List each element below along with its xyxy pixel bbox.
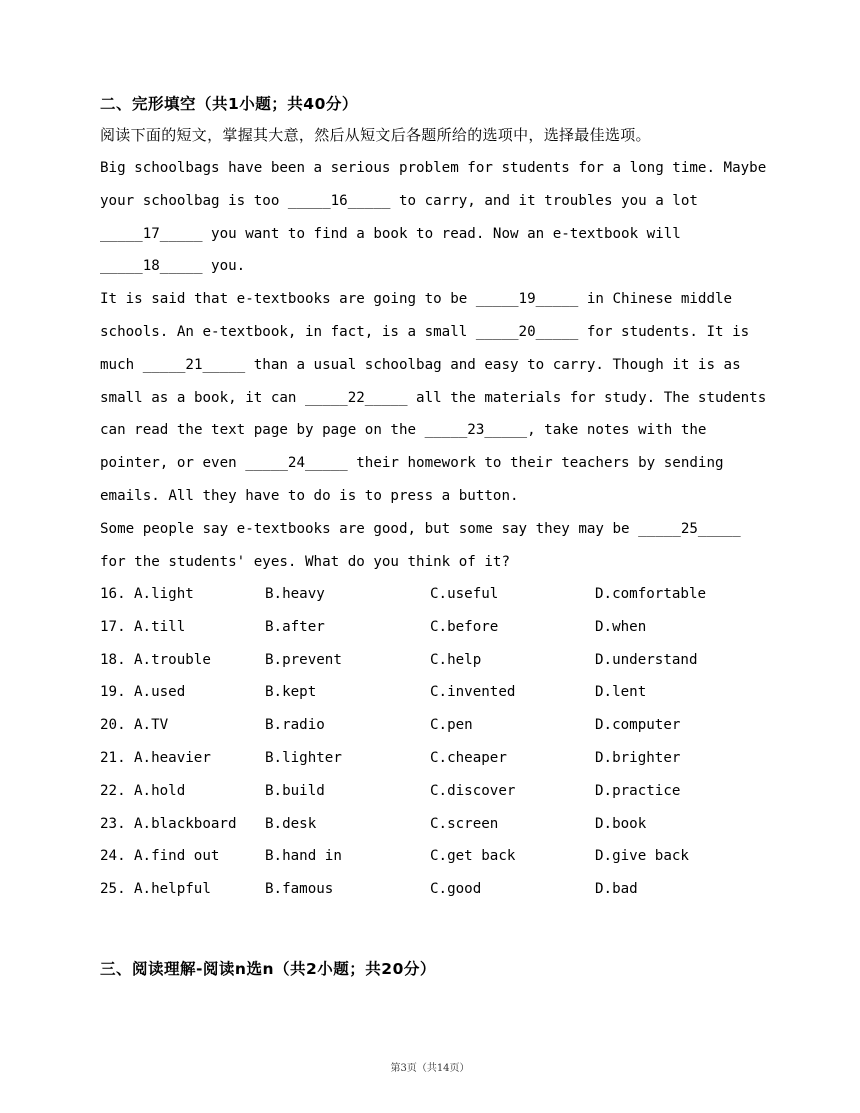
question-number: 24. <box>100 848 126 865</box>
option-a: A.used <box>134 684 186 701</box>
option-d: D.brighter <box>595 749 681 766</box>
question-row-19 <box>100 676 765 709</box>
passage-line: emails. All they have to do is to press a button. <box>100 487 519 504</box>
page-footer: 第3页（共14页） <box>390 1063 470 1074</box>
answer-options <box>100 578 765 906</box>
option-d: D.lent <box>595 684 647 701</box>
option-c: C.pen <box>430 717 473 734</box>
question-row-24 <box>100 840 765 873</box>
option-b: B.famous <box>265 881 334 898</box>
option-c: C.help <box>430 651 482 668</box>
question-number: 19. <box>100 684 126 701</box>
question-row-20 <box>100 709 765 742</box>
question-row-22 <box>100 775 765 808</box>
question-number: 22. <box>100 782 126 799</box>
passage-line: much _____21_____ than a usual schoolbag and easy to carry. Though it is as <box>100 356 741 373</box>
passage-line: for the students' eyes. What do you think of it? <box>100 553 510 570</box>
option-d: D.practice <box>595 782 681 799</box>
option-b: B.lighter <box>265 749 342 766</box>
passage-line: Some people say e-textbooks are good, but some say they may be _____25_____ <box>100 520 741 537</box>
option-b: B.heavy <box>265 586 325 602</box>
option-a: A.hold <box>134 782 186 799</box>
option-c: C.before <box>430 618 499 635</box>
option-b: B.after <box>265 618 325 635</box>
question-number: 23. <box>100 815 126 832</box>
question-number: 16. <box>100 586 126 602</box>
option-c: C.invented <box>430 684 516 701</box>
option-d: D.give back <box>595 848 689 865</box>
question-number: 25. <box>100 881 126 898</box>
option-d: D.comfortable <box>595 586 707 602</box>
question-row-25 <box>100 873 765 906</box>
passage-line: It is said that e-textbooks are going to be _____19_____ in Chinese middle <box>100 291 733 308</box>
question-row-21 <box>100 742 765 775</box>
passage-line: small as a book, it can _____22_____ all the materials for study. The students <box>100 389 767 406</box>
option-c: C.cheaper <box>430 749 507 766</box>
question-number: 20. <box>100 717 126 734</box>
passage-line: pointer, or even _____24_____ their homework to their teachers by sending <box>100 455 724 472</box>
passage-line: Big schoolbags have been a serious problem for students for a long time. Maybe <box>100 160 767 176</box>
option-c: C.good <box>430 881 482 898</box>
option-a: A.till <box>134 618 186 635</box>
option-d: D.book <box>595 815 647 832</box>
passage-line: your schoolbag is too _____16_____ to carry, and it troubles you a lot <box>100 192 698 209</box>
option-b: B.desk <box>265 815 317 832</box>
option-c: C.screen <box>430 815 499 832</box>
option-c: C.get back <box>430 848 516 865</box>
passage-line: _____18_____ you. <box>100 258 246 275</box>
option-a: A.trouble <box>134 651 211 668</box>
option-d: D.when <box>595 618 647 635</box>
option-a: A.helpful <box>134 881 211 898</box>
option-b: B.build <box>265 782 325 799</box>
option-a: A.blackboard <box>134 815 237 832</box>
question-number: 18. <box>100 651 126 668</box>
question-number: 17. <box>100 618 126 635</box>
question-row-23 <box>100 808 765 841</box>
option-a: A.TV <box>134 717 169 734</box>
option-a: A.heavier <box>134 749 211 766</box>
passage-line: _____17_____ you want to find a book to read. Now an e-textbook will <box>100 225 681 242</box>
option-b: B.kept <box>265 684 317 701</box>
option-b: B.hand in <box>265 848 342 865</box>
cloze-instruction: 阅读下面的短文，掌握其大意，然后从短文后各题所给的选项中，选择最佳选项。 <box>100 126 651 144</box>
option-c: C.discover <box>430 782 516 799</box>
cloze-passage <box>100 152 765 578</box>
question-row-17 <box>100 611 765 644</box>
passage-line: can read the text page by page on the _____23_____, take notes with the <box>100 422 707 439</box>
passage-line: schools. An e-textbook, in fact, is a small _____20_____ for students. It is <box>100 323 750 340</box>
option-d: D.understand <box>595 651 698 668</box>
question-number: 21. <box>100 749 126 766</box>
section-heading-reading: 三、阅读理解-阅读n选n（共2小题；共20分） <box>100 960 436 978</box>
option-b: B.prevent <box>265 651 342 668</box>
option-c: C.useful <box>430 586 499 602</box>
option-b: B.radio <box>265 717 325 734</box>
option-d: D.computer <box>595 717 681 734</box>
question-row-18 <box>100 644 765 677</box>
option-a: A.light <box>134 586 194 602</box>
question-row-16 <box>100 578 765 611</box>
option-a: A.find out <box>134 848 220 865</box>
option-d: D.bad <box>595 881 638 898</box>
section-heading-cloze: 二、完形填空（共1小题；共40分） <box>100 95 358 113</box>
